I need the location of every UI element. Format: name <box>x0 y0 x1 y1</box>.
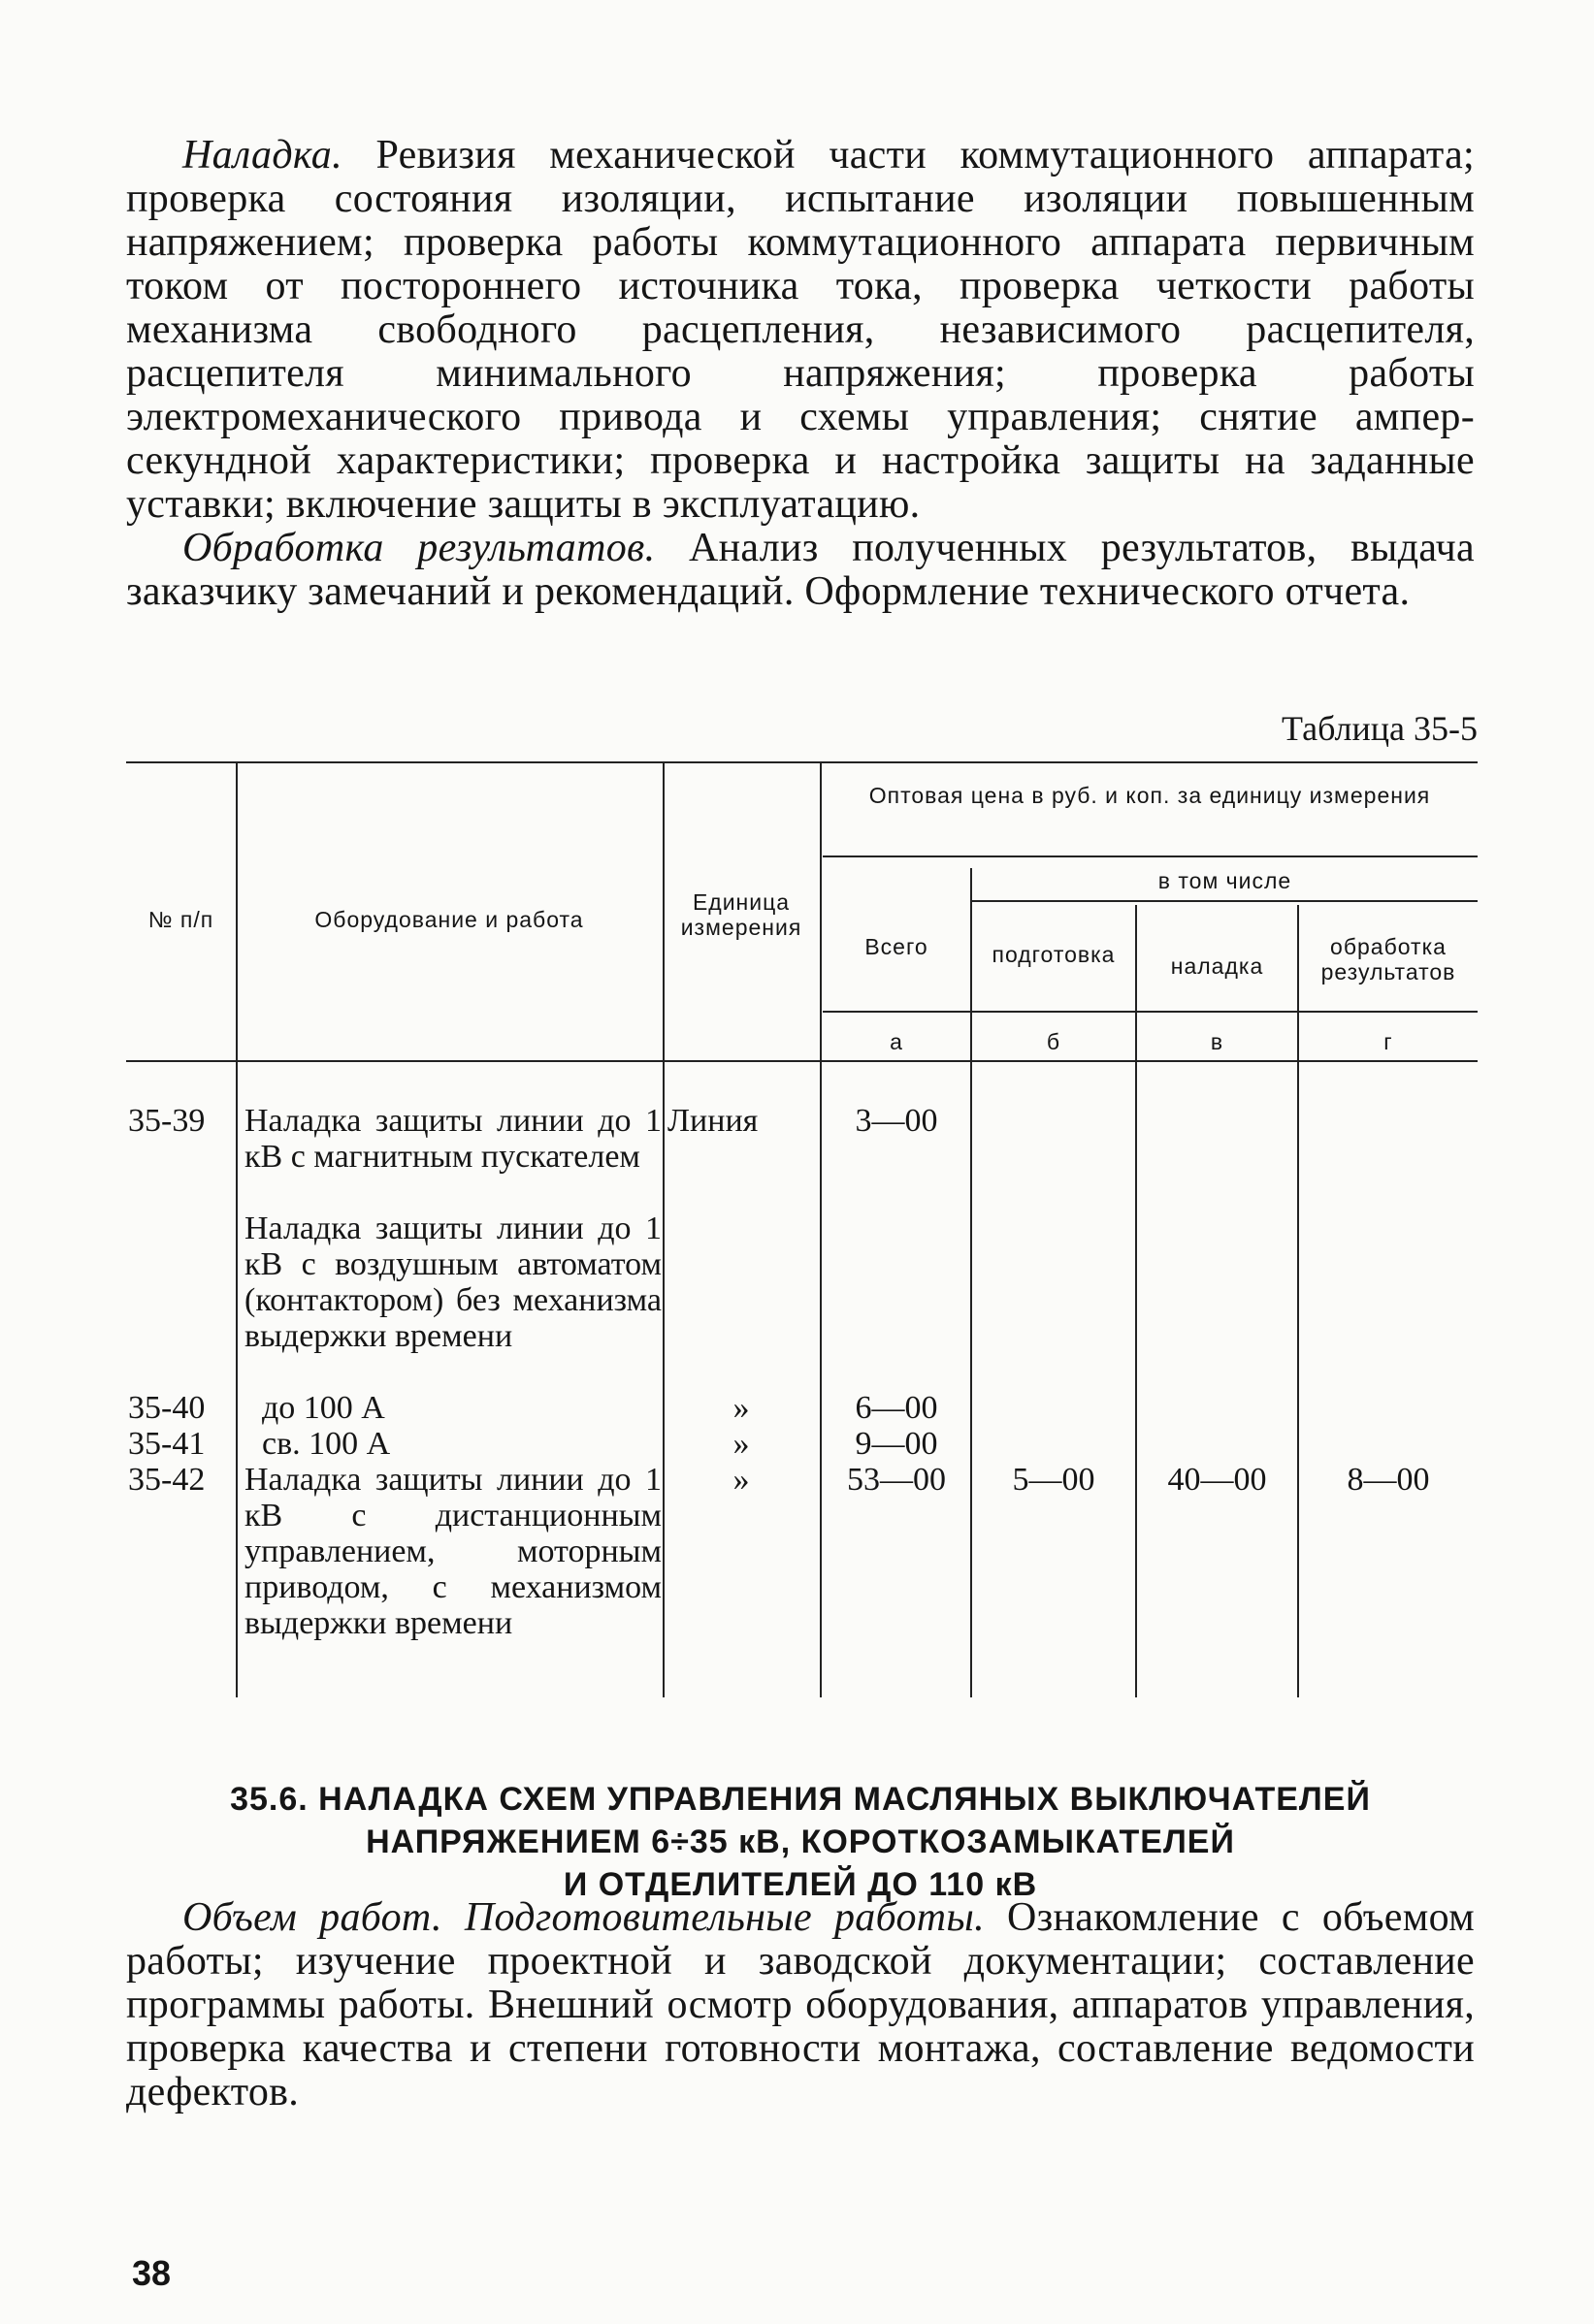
col-divider-6 <box>1297 905 1299 1697</box>
row-total: 6—00 <box>855 1390 938 1426</box>
row-desc: Наладка защиты линии до 1 кВ с дистанционным управлением, моторным приводом, с механизмом выдержки времени <box>244 1462 662 1641</box>
page-number: 38 <box>132 2253 172 2293</box>
header-price: Оптовая цена в руб. и коп. за единицу измерения <box>868 783 1431 808</box>
row-unit: » <box>732 1426 750 1462</box>
row-code: 35-42 <box>128 1462 206 1498</box>
price-table <box>126 761 1478 1697</box>
header-col-g: г <box>1383 1029 1393 1054</box>
header-unit: Единица измерения <box>680 889 802 940</box>
row-setup: 40—00 <box>1167 1462 1267 1498</box>
table-top-rule <box>126 761 1478 763</box>
intro-paragraph-processing <box>126 527 1475 614</box>
row-total: 53—00 <box>847 1462 946 1498</box>
row-total: 3—00 <box>855 1103 938 1139</box>
row-code: 35-41 <box>128 1426 206 1462</box>
header-incl: в том числе <box>1157 868 1292 893</box>
table-caption: Таблица 35-5 <box>1282 709 1478 748</box>
row-total: 9—00 <box>855 1426 938 1462</box>
header-col-b: б <box>1046 1029 1061 1054</box>
header-rule-price <box>823 855 1478 857</box>
section-heading-line: 35.6. НАЛАДКА СХЕМ УПРАВЛЕНИЯ МАСЛЯНЫХ ВЫКЛЮЧАТЕЛЕЙ <box>230 1781 1371 1818</box>
row-desc: Наладка защиты линии до 1 кВ с магнитным пускателем <box>244 1103 662 1175</box>
col-divider-2 <box>663 761 665 1697</box>
section-heading <box>126 1778 1475 1906</box>
paragraph-text: Анализ полученных результатов, выдача заказчику замечаний и рекомендаций. Оформление технического отчета. <box>126 526 1475 614</box>
header-num: № п/п <box>147 907 214 932</box>
header-rule-incl <box>972 900 1478 902</box>
row-unit: » <box>732 1462 750 1498</box>
col-divider-3 <box>820 761 822 1697</box>
header-work: Оборудование и работа <box>314 907 584 932</box>
col-divider-1 <box>236 761 238 1697</box>
section-heading-line: И ОТДЕЛИТЕЛЕЙ ДО 110 кВ <box>563 1866 1038 1903</box>
paragraph-text: Ознакомление с объемом работы; изучение проектной и заводской документации; составление программы работы. Внешний осмотр оборудования, аппаратов управления, проверка качества и степени готовности монтажа, составление ведомости дефектов. <box>126 1895 1475 2114</box>
header-proc: обработка результатов <box>1320 934 1456 984</box>
paragraph-text: Ревизия механической части коммутационного аппарата; проверка состояния изоляции, испытание изоляции повышенным напряжением; проверка работы коммутационного аппарата первичным током от постороннего источника тока, проверка четкости работы механизма свободного расцепления, независимого расцепителя, расцепителя минимального напряжения; проверка работы электромеханического привода и схемы управления; снятие ампер-секундной характеристики; проверка и настройка защиты на заданные уставки; включение защиты в эксплуатацию. <box>126 133 1475 527</box>
paragraph-label: Обработка результатов. <box>182 526 656 570</box>
paragraph-label: Объем работ. Подготовительные работы. <box>182 1895 985 1940</box>
header-col-a: а <box>890 1029 903 1054</box>
paragraph-label: Наладка. <box>182 133 342 178</box>
row-desc: Наладка защиты линии до 1 кВ с воздушным автоматом (контактором) без механизма выдержки времени <box>244 1210 662 1354</box>
header-prep: подготовка <box>992 942 1116 967</box>
row-unit: » <box>732 1390 750 1426</box>
section-heading-line: НАПРЯЖЕНИЕМ 6÷35 кВ, КОРОТКОЗАМЫКАТЕЛЕЙ <box>366 1824 1235 1860</box>
intro-paragraph-setup <box>126 134 1475 527</box>
header-bottom-rule <box>126 1060 1478 1062</box>
row-prep: 5—00 <box>1012 1462 1095 1498</box>
col-divider-5 <box>1135 905 1137 1697</box>
section-paragraph-scope <box>126 1896 1475 2114</box>
row-desc: до 100 А <box>262 1390 385 1426</box>
row-desc: св. 100 А <box>262 1426 391 1462</box>
row-code: 35-39 <box>128 1103 206 1139</box>
header-setup: наладка <box>1170 953 1264 979</box>
col-divider-4 <box>970 868 972 1697</box>
row-code: 35-40 <box>128 1390 206 1426</box>
row-proc: 8—00 <box>1347 1462 1430 1498</box>
header-rule-sub <box>823 1011 1478 1013</box>
row-unit: Линия <box>667 1103 759 1139</box>
header-total: Всего <box>864 934 928 959</box>
header-col-v: в <box>1210 1029 1224 1054</box>
